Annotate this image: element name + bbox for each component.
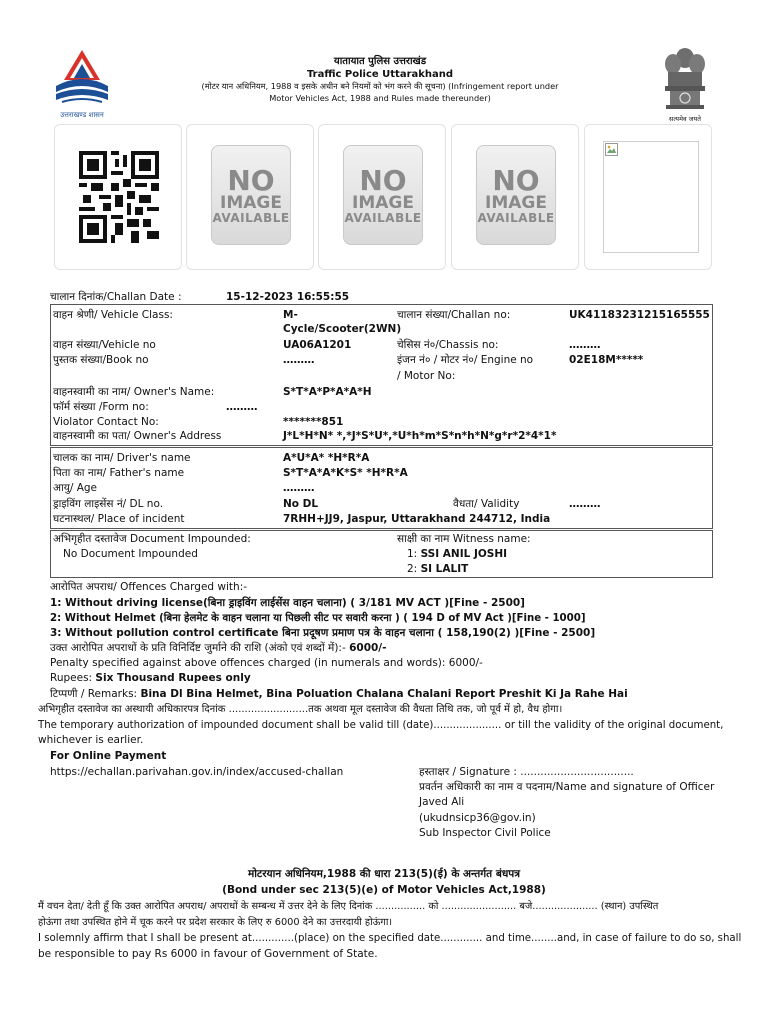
officer-email: (ukudnsicp36@gov.in) [419, 812, 536, 824]
header-subtitle-line2: Motor Vehicles Act, 1988 and Rules made thereunder) [269, 93, 491, 103]
bond-english-line1: I solemnly affirm that I shall be present at.............(place) on the specified date............. and time........and, in case of failure to do so, shall [38, 933, 742, 944]
header-title-english: Traffic Police Uttarakhand [306, 69, 454, 80]
documents-witness-section [50, 530, 713, 578]
validity-value: ……… [569, 498, 601, 510]
offence-item-3: 3: Without pollution control certificate बिना प्रदूषण प्रमाण पत्र के वाहन चलाना ( 158,190(2) )[Fine - 2500] [50, 627, 596, 639]
driver-details-section [50, 447, 713, 529]
offences-heading: आरोपित अपराध/ Offences Charged with:- [50, 581, 248, 593]
chassis-no-label: चेसिस नं०/Chassis no: [397, 339, 499, 351]
evidence-image-card-3 [451, 124, 579, 270]
no-image-placeholder-2 [343, 145, 423, 245]
challan-no-label: चालान संख्या/Challan no: [397, 309, 511, 321]
penalty-hindi [50, 642, 387, 655]
vehicle-no-label: वाहन संख्या/Vehicle no [53, 339, 156, 351]
no-image-word: IMAGE [485, 192, 547, 213]
rupees-label: Rupees: [50, 672, 96, 684]
witness-2-prefix: 2: [407, 563, 421, 575]
remarks-line [50, 688, 628, 701]
engine-no-value: 02E18M***** [569, 354, 644, 366]
remarks-value: Bina Dl Bina Helmet, Bina Poluation Chalana Chalani Report Preshit Ki Ja Rahe Hai [140, 688, 628, 700]
no-image-word: NO [227, 163, 275, 197]
book-no-label: पुस्तक संख्या/Book no [53, 354, 149, 366]
officer-signature: हस्ताक्षर / Signature : .................................. [419, 766, 634, 778]
form-no-value: ……… [226, 401, 258, 413]
authorization-english-line2: whichever is earlier. [38, 734, 144, 746]
book-no-value: ……… [283, 354, 315, 366]
header-title-hindi: यातायात पुलिस उत्तराखंड [333, 56, 427, 67]
penalty-hindi-value: 6000/- [349, 642, 387, 654]
penalty-hindi-label: उक्त आरोपित अपराधों के प्रति विनिर्दिष्ट जुर्माने की राशि (अंको एवं शब्दों में):- [50, 642, 350, 654]
age-value: ……… [283, 482, 315, 494]
authorization-english-line1: The temporary authorization of impounded document shall be valid till (date)..................... or till the validity of the original document, [38, 720, 724, 731]
driver-name-value: A*U*A* *H*R*A [283, 452, 370, 464]
place-of-incident-label: घटनास्थल/ Place of incident [53, 513, 185, 525]
right-emblem-caption: सत्यमेव जयते [669, 115, 701, 123]
authorization-hindi: अभिगृहीत दस्तावेज का अस्थायी अधिकारपत्र दिनांक .........................तक अथवा मूल दस्तावेज की वैधता तिथि तक, जो पूर्व में हो, वैध होगा। [38, 704, 563, 715]
no-image-placeholder-1 [211, 145, 291, 245]
chassis-no-value: ……… [569, 339, 601, 351]
owner-name-label: वाहनस्वामी का नाम/ Owner's Name: [53, 386, 215, 398]
officer-designation-label: प्रवर्तन अधिकारी का नाम व पदनाम/Name and signature of Officer [419, 781, 715, 793]
engine-no-label-line2: / Motor No: [397, 370, 456, 382]
validity-label: वैधता/ Validity [453, 498, 520, 510]
offence-item-2: 2: Without Helmet (बिना हेलमेट के वाहन चलाना या पिछली सीट पर सवारी करना ) ( 194 D of MV Act )[Fine - 1000] [50, 613, 586, 624]
qr-code-card [54, 124, 182, 270]
father-name-label: पिता का नाम/ Father's name [53, 467, 185, 479]
owner-address-value: J*L*H*N* *,*J*S*U*,*U*h*m*S*n*h*N*g*r*2*4*1* [283, 430, 557, 442]
bond-title-hindi: मोटरयान अधिनियम,1988 की धारा 213(5)(ई) के अन्तर्गत बंधपत्र [247, 868, 521, 880]
vehicle-class-label: वाहन श्रेणी/ Vehicle Class: [53, 309, 173, 321]
rupees-line [50, 672, 251, 685]
broken-image-card [584, 124, 712, 270]
witness-name-label: साक्षी का नाम Witness name: [397, 533, 531, 545]
challan-no-value: UK41183231215165555 [569, 309, 710, 321]
vehicle-details-section [50, 304, 713, 446]
national-emblem [660, 44, 710, 122]
no-image-word: NO [359, 163, 407, 197]
online-payment-url[interactable]: https://echallan.parivahan.gov.in/index/accused-challan [50, 766, 344, 778]
form-no-label: फॉर्म संख्या /Form no: [53, 401, 149, 413]
no-image-word: IMAGE [352, 192, 414, 213]
owner-address-label: वाहनस्वामी का पता/ Owner's Address [53, 430, 222, 442]
uttarakhand-emblem-icon [52, 46, 112, 108]
left-logo-caption: उत्तराखण्ड शासन [60, 111, 104, 119]
penalty-english: Penalty specified against above offences charged (in numerals and words): 6000/- [50, 657, 483, 669]
document-impounded-value: No Document Impounded [63, 548, 198, 560]
witness-2-name: SI LALIT [420, 563, 469, 575]
driver-name-label: चालक का नाम/ Driver's name [53, 452, 191, 464]
bond-title-english: (Bond under sec 213(5)(e) of Motor Vehicles Act,1988) [222, 884, 546, 896]
dl-no-label: ड्राइविंग लाइसेंस नं/ DL no. [53, 498, 164, 510]
online-payment-heading: For Online Payment [50, 750, 167, 762]
witness-1-name: SSI ANIL JOSHI [420, 548, 508, 560]
remarks-label: टिप्पणी / Remarks: [50, 688, 141, 700]
witness-1 [407, 548, 507, 560]
challan-date-value: 15-12-2023 16:55:55 [226, 291, 350, 303]
bond-hindi-line1: मैं वचन देता/ देती हूँ कि उक्त आरोपित अपराध/ अपराधों के सम्बन्ध में उत्तर देने के लिए दिनांक ................ को ........................ बजे..................... (स्थान) उपस्थित [38, 901, 659, 912]
no-image-word: AVAILABLE [477, 210, 555, 225]
officer-name: Javed Ali [419, 796, 465, 808]
vehicle-no-value: UA06A1201 [283, 339, 352, 351]
document-impounded-label: अभिगृहीत दस्तावेज Document Impounded: [53, 533, 251, 545]
rupees-value: Six Thousand Rupees only [95, 672, 251, 684]
no-image-word: IMAGE [220, 192, 282, 213]
challan-date-label: चालान दिनांक/Challan Date : [50, 291, 182, 303]
owner-name-value: S*T*A*P*A*A*H [283, 386, 372, 398]
evidence-image-card-2 [318, 124, 446, 270]
no-image-placeholder-3 [476, 145, 556, 245]
uttarakhand-govt-logo [52, 46, 112, 119]
qr-code-icon [79, 151, 159, 243]
dl-no-value: No DL [283, 498, 319, 510]
vehicle-class-value-line1: M- [283, 309, 298, 321]
witness-1-prefix: 1: [407, 548, 421, 560]
father-name-value: S*T*A*A*K*S* *H*R*A [283, 467, 408, 479]
offence-item-1: 1: Without driving license(बिना ड्राइविंग लाईसेंस वाहन चलाना) ( 3/181 MV ACT )[Fine - 2500] [50, 597, 525, 609]
header-subtitle-line1: (मोटर यान अधिनियम, 1988 व इसके अधीन बने नियमों को भंग करने की सूचना) (Infringement report under [201, 81, 559, 91]
violator-contact-label: Violator Contact No: [53, 416, 159, 428]
lion-capital-icon [660, 44, 710, 112]
witness-2 [407, 563, 468, 575]
bond-hindi-line2: होऊंगा तथा उपस्थित होने में चूक करने पर प्रदेश सरकार के लिए रु 6000 देने का उत्तरदायी होऊंगा। [38, 917, 393, 928]
vehicle-class-value-line2: Cycle/Scooter(2WN) [283, 323, 402, 335]
no-image-word: AVAILABLE [344, 210, 422, 225]
bond-english-line2: be responsible to pay Rs 6000 in favour of Government of State. [38, 948, 378, 960]
place-of-incident-value: 7RHH+JJ9, Jaspur, Uttarakhand 244712, India [283, 513, 551, 525]
officer-rank: Sub Inspector Civil Police [419, 827, 551, 839]
violator-contact-value: *******851 [283, 416, 344, 428]
broken-image-frame [603, 141, 699, 253]
age-label: आयु/ Age [53, 482, 98, 494]
engine-no-label-line1: इंजन नं० / मोटर नं०/ Engine no [397, 354, 534, 366]
no-image-word: AVAILABLE [212, 210, 290, 225]
broken-image-icon [605, 143, 619, 157]
evidence-image-card-1 [186, 124, 314, 270]
no-image-word: NO [492, 163, 540, 197]
